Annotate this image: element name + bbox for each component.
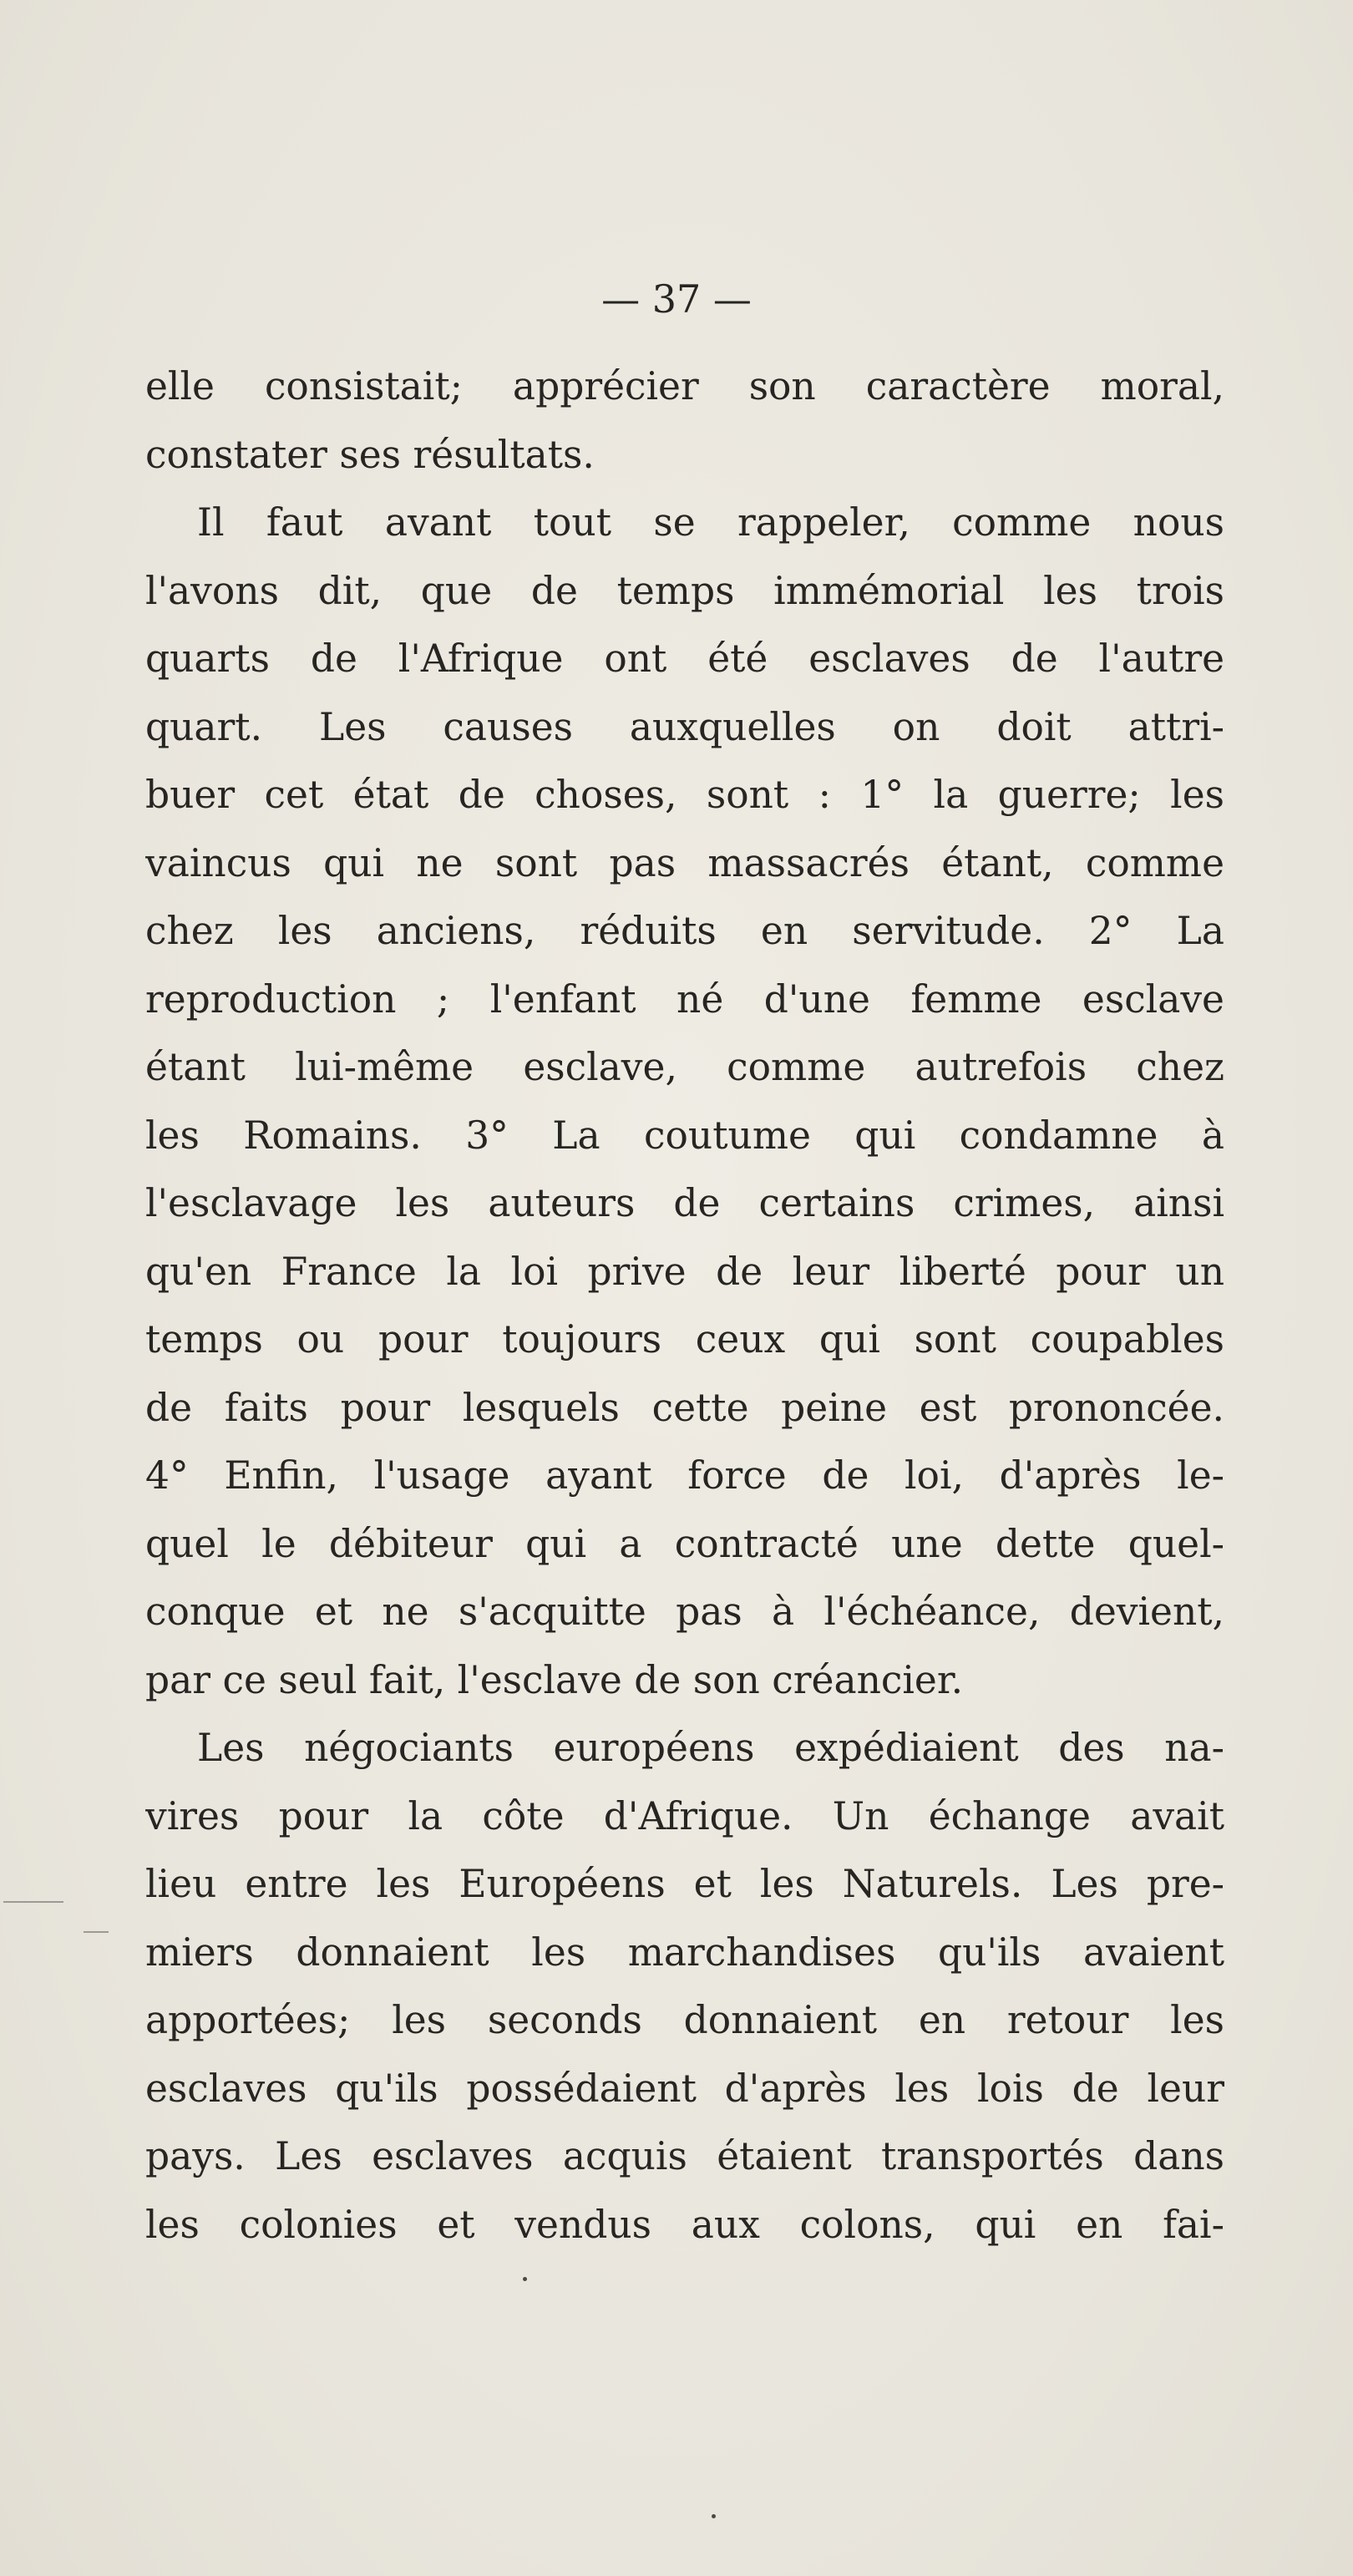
page-number: — 37 — [601,276,752,322]
ink-speck [712,2514,716,2518]
text-line: buer cet état de choses, sont : 1° la guerre; les [145,773,1224,817]
text-line: apportées; les seconds donnaient en retour les [145,1998,1224,2042]
text-line: par ce seul fait, l'esclave de son créancier. [145,1657,964,1702]
text-line: esclaves qu'ils possédaient d'après les lois de leur [145,2066,1224,2111]
text-line: vaincus qui ne sont pas massacrés étant, comme [145,840,1224,885]
text-line: lieu entre les Européens et les Naturels. Les pre- [145,1862,1224,1906]
text-line: chez les anciens, réduits en servitude. 2° La [145,909,1224,953]
text-line: Les négociants européens expédiaient des na- [197,1726,1224,1770]
text-line: étant lui-même esclave, comme autrefois chez [145,1045,1224,1089]
text-line: quart. Les causes auxquelles on doit attri- [145,704,1224,749]
text-line: 4° Enfin, l'usage ayant force de loi, d'après le- [145,1453,1224,1498]
text-line: Il faut avant tout se rappeler, comme nous [197,500,1224,545]
text-line: pays. Les esclaves acquis étaient transportés dans [145,2134,1224,2178]
text-line: quarts de l'Afrique ont été esclaves de l'autre [145,636,1224,681]
text-line: reproduction ; l'enfant né d'une femme esclave [145,976,1224,1022]
text-line: conque et ne s'acquitte pas à l'échéance, devient, [145,1590,1224,1634]
text-line: vires pour la côte d'Afrique. Un échange avait [145,1793,1224,1838]
body-text [145,352,1224,2259]
text-line: l'esclavage les auteurs de certains crimes, ainsi [145,1181,1224,1225]
margin-mark [84,1931,109,1933]
margin-mark [3,1901,63,1903]
text-line: constater ses résultats. [145,432,595,477]
ink-speck [523,2277,527,2281]
text-line: l'avons dit, que de temps immémorial les trois [145,568,1224,613]
text-line: de faits pour lesquels cette peine est prononcée. [145,1385,1224,1430]
text-line: elle consistait; apprécier son caractère moral, [145,364,1224,408]
text-line: qu'en France la loi prive de leur liberté pour un [145,1249,1224,1294]
text-line: quel le débiteur qui a contracté une dette quel- [145,1521,1224,1566]
text-line: les colonies et vendus aux colons, qui en fai- [145,2202,1224,2247]
text-line: temps ou pour toujours ceux qui sont coupables [145,1317,1224,1362]
text-line: les Romains. 3° La coutume qui condamne à [145,1113,1224,1158]
text-line: miers donnaient les marchandises qu'ils avaient [145,1929,1224,1975]
